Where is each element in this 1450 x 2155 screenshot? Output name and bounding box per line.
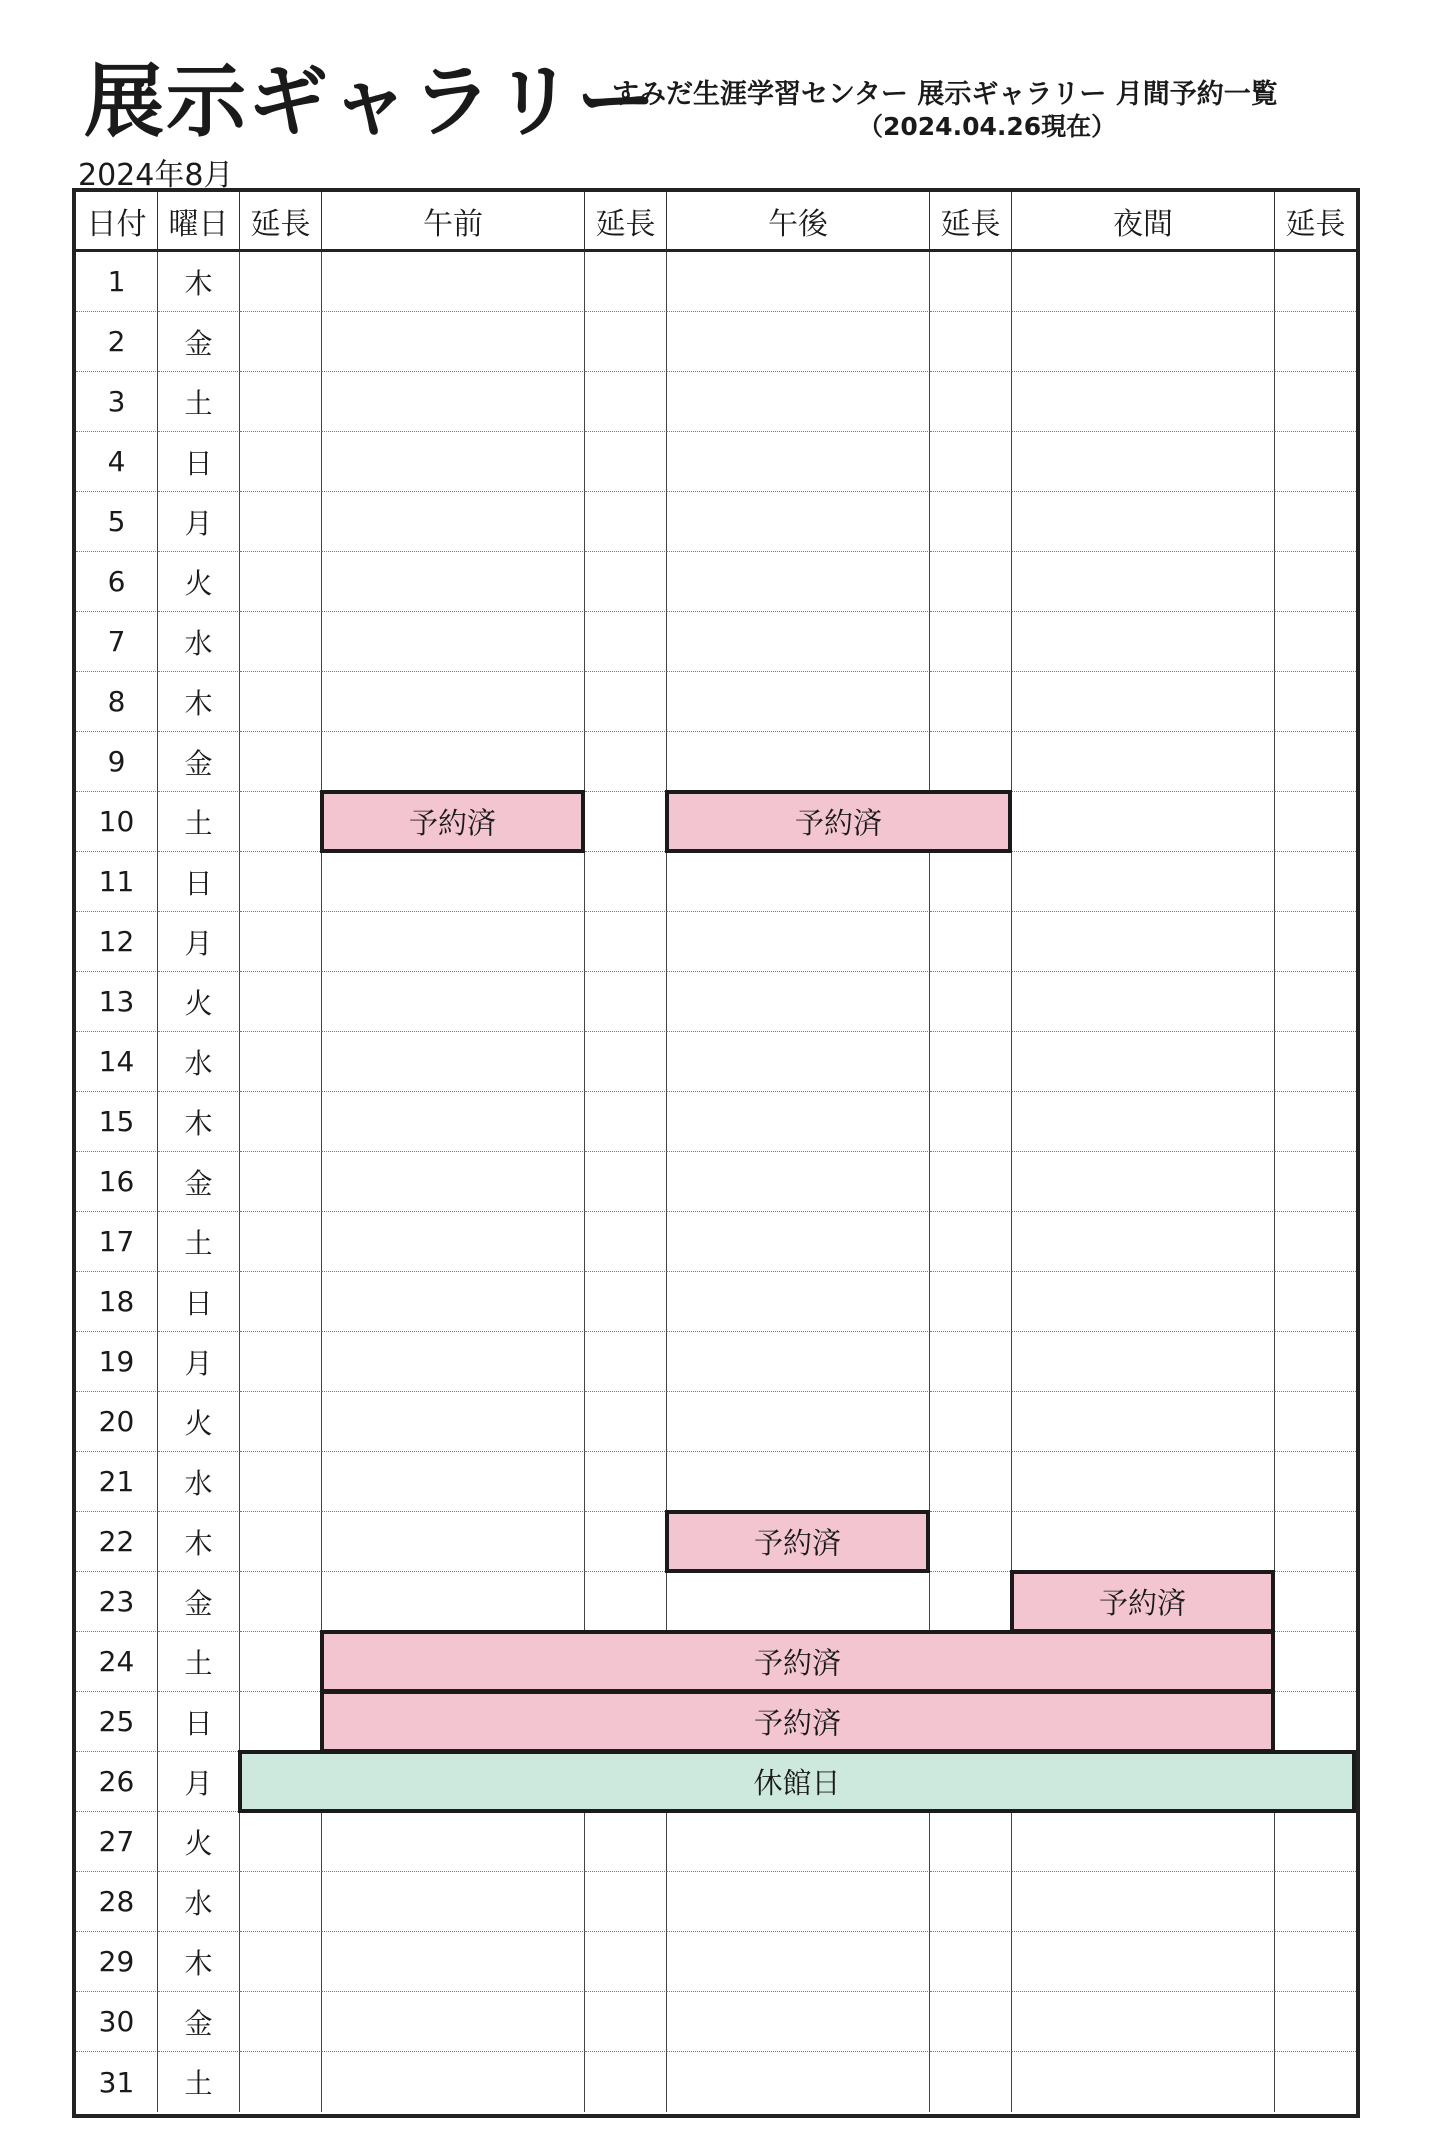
slot-cell-morning: [322, 1452, 585, 1512]
slot-cell-ext2: [930, 252, 1012, 312]
day-date-cell: 14: [76, 1032, 158, 1092]
slot-cell-ext2: [930, 2052, 1012, 2112]
slot-cell-ext3: [1275, 1632, 1356, 1692]
slot-cell-afternoon: [667, 732, 930, 792]
slot-cell-ext2: [930, 1452, 1012, 1512]
slot-cell-ext0: [240, 1032, 322, 1092]
day-date-cell: 9: [76, 732, 158, 792]
slot-cell-ext0: [240, 1512, 322, 1572]
slot-cell-ext3: [1275, 1332, 1356, 1392]
slot-cell-ext3: [1275, 1812, 1356, 1872]
day-date-cell: 20: [76, 1392, 158, 1452]
day-weekday-cell: 日: [158, 432, 240, 492]
slot-cell-evening: [1012, 372, 1275, 432]
slot-cell-ext0: [240, 792, 322, 852]
day-weekday-cell: 水: [158, 612, 240, 672]
day-weekday-cell: 火: [158, 972, 240, 1032]
slot-cell-ext1: [585, 672, 667, 732]
slot-cell-ext0: [240, 312, 322, 372]
slot-cell-morning: [322, 372, 585, 432]
slot-cell-afternoon: [667, 1992, 930, 2052]
slot-cell-afternoon: [667, 552, 930, 612]
day-weekday-cell: 土: [158, 1632, 240, 1692]
slot-cell-ext3: [1275, 1452, 1356, 1512]
slot-cell-ext1: [585, 972, 667, 1032]
slot-cell-ext1: [585, 252, 667, 312]
day-date-cell: 24: [76, 1632, 158, 1692]
slot-cell-afternoon: [667, 1272, 930, 1332]
slot-cell-ext0: [240, 612, 322, 672]
day-date-cell: 6: [76, 552, 158, 612]
slot-cell-morning: [322, 732, 585, 792]
schedule-table: [72, 188, 1360, 2118]
slot-cell-ext3: [1275, 492, 1356, 552]
slot-cell-ext0: [240, 1272, 322, 1332]
booking-bar: 予約済: [665, 790, 1012, 853]
slot-cell-ext1: [585, 852, 667, 912]
day-date-cell: 13: [76, 972, 158, 1032]
day-date-cell: 12: [76, 912, 158, 972]
column-header-ext1: 延長: [585, 192, 667, 252]
column-header-weekday: 曜日: [158, 192, 240, 252]
column-header-evening: 夜間: [1012, 192, 1275, 252]
slot-cell-morning: [322, 1212, 585, 1272]
day-weekday-cell: 金: [158, 1572, 240, 1632]
day-date-cell: 17: [76, 1212, 158, 1272]
day-weekday-cell: 金: [158, 732, 240, 792]
day-weekday-cell: 金: [158, 1992, 240, 2052]
slot-cell-evening: [1012, 1512, 1275, 1572]
slot-cell-morning: [322, 552, 585, 612]
slot-cell-ext2: [930, 1572, 1012, 1632]
day-weekday-cell: 火: [158, 1812, 240, 1872]
slot-cell-ext2: [930, 312, 1012, 372]
day-weekday-cell: 土: [158, 372, 240, 432]
slot-cell-morning: [322, 1152, 585, 1212]
column-header-afternoon: 午後: [667, 192, 930, 252]
slot-cell-ext2: [930, 1512, 1012, 1572]
slot-cell-evening: [1012, 792, 1275, 852]
slot-cell-evening: [1012, 312, 1275, 372]
slot-cell-afternoon: [667, 912, 930, 972]
slot-cell-ext1: [585, 1812, 667, 1872]
page-subtitle: すみだ生涯学習センター 展示ギャラリー 月間予約一覧: [612, 79, 1278, 110]
slot-cell-ext3: [1275, 552, 1356, 612]
day-weekday-cell: 日: [158, 1272, 240, 1332]
slot-cell-ext3: [1275, 312, 1356, 372]
slot-cell-ext1: [585, 1932, 667, 1992]
slot-cell-evening: [1012, 732, 1275, 792]
day-date-cell: 19: [76, 1332, 158, 1392]
slot-cell-morning: [322, 1872, 585, 1932]
slot-cell-morning: [322, 1092, 585, 1152]
slot-cell-evening: [1012, 672, 1275, 732]
slot-cell-ext1: [585, 612, 667, 672]
slot-cell-ext3: [1275, 792, 1356, 852]
booking-bar: 予約済: [320, 1630, 1275, 1693]
slot-cell-ext1: [585, 1512, 667, 1572]
slot-cell-ext0: [240, 1812, 322, 1872]
slot-cell-ext2: [930, 372, 1012, 432]
slot-cell-ext0: [240, 432, 322, 492]
slot-cell-ext0: [240, 1572, 322, 1632]
slot-cell-ext2: [930, 612, 1012, 672]
slot-cell-ext3: [1275, 1932, 1356, 1992]
slot-cell-morning: [322, 1332, 585, 1392]
booking-bar: 予約済: [320, 1690, 1275, 1753]
slot-cell-morning: [322, 1272, 585, 1332]
slot-cell-ext0: [240, 552, 322, 612]
day-weekday-cell: 火: [158, 552, 240, 612]
slot-cell-ext1: [585, 1152, 667, 1212]
slot-cell-ext3: [1275, 1032, 1356, 1092]
slot-cell-afternoon: [667, 1392, 930, 1452]
booking-bar: 予約済: [1010, 1570, 1275, 1633]
slot-cell-evening: [1012, 1872, 1275, 1932]
slot-cell-afternoon: [667, 852, 930, 912]
slot-cell-afternoon: [667, 1032, 930, 1092]
day-date-cell: 25: [76, 1692, 158, 1752]
slot-cell-ext0: [240, 1332, 322, 1392]
slot-cell-ext1: [585, 1212, 667, 1272]
day-weekday-cell: 木: [158, 1092, 240, 1152]
slot-cell-afternoon: [667, 1812, 930, 1872]
slot-cell-evening: [1012, 972, 1275, 1032]
slot-cell-afternoon: [667, 1572, 930, 1632]
day-weekday-cell: 木: [158, 1512, 240, 1572]
slot-cell-ext2: [930, 912, 1012, 972]
slot-cell-afternoon: [667, 612, 930, 672]
slot-cell-ext3: [1275, 1512, 1356, 1572]
slot-cell-ext2: [930, 972, 1012, 1032]
slot-cell-ext3: [1275, 372, 1356, 432]
slot-cell-morning: [322, 312, 585, 372]
slot-cell-evening: [1012, 1332, 1275, 1392]
day-date-cell: 11: [76, 852, 158, 912]
slot-cell-ext0: [240, 672, 322, 732]
slot-cell-evening: [1012, 1032, 1275, 1092]
slot-cell-morning: [322, 1812, 585, 1872]
day-weekday-cell: 日: [158, 1692, 240, 1752]
day-date-cell: 29: [76, 1932, 158, 1992]
slot-cell-ext3: [1275, 972, 1356, 1032]
slot-cell-evening: [1012, 432, 1275, 492]
booking-bar: 予約済: [320, 790, 585, 853]
slot-cell-evening: [1012, 1932, 1275, 1992]
day-weekday-cell: 火: [158, 1392, 240, 1452]
slot-cell-evening: [1012, 1392, 1275, 1452]
day-date-cell: 26: [76, 1752, 158, 1812]
slot-cell-ext0: [240, 1932, 322, 1992]
slot-cell-ext2: [930, 552, 1012, 612]
slot-cell-afternoon: [667, 672, 930, 732]
page-title: 展示ギャラリー: [84, 55, 658, 148]
day-date-cell: 23: [76, 1572, 158, 1632]
slot-cell-ext1: [585, 2052, 667, 2112]
day-date-cell: 4: [76, 432, 158, 492]
slot-cell-ext0: [240, 1992, 322, 2052]
slot-cell-ext3: [1275, 852, 1356, 912]
slot-cell-ext2: [930, 1392, 1012, 1452]
slot-cell-ext2: [930, 672, 1012, 732]
slot-cell-ext3: [1275, 1212, 1356, 1272]
slot-cell-ext1: [585, 732, 667, 792]
slot-cell-evening: [1012, 912, 1275, 972]
slot-cell-ext2: [930, 1092, 1012, 1152]
day-date-cell: 7: [76, 612, 158, 672]
slot-cell-ext0: [240, 1212, 322, 1272]
day-weekday-cell: 土: [158, 792, 240, 852]
slot-cell-ext1: [585, 1032, 667, 1092]
day-weekday-cell: 木: [158, 252, 240, 312]
slot-cell-morning: [322, 1512, 585, 1572]
slot-cell-morning: [322, 972, 585, 1032]
slot-cell-evening: [1012, 1272, 1275, 1332]
slot-cell-ext1: [585, 1092, 667, 1152]
day-weekday-cell: 木: [158, 1932, 240, 1992]
slot-cell-ext1: [585, 492, 667, 552]
slot-cell-evening: [1012, 252, 1275, 312]
slot-cell-ext1: [585, 912, 667, 972]
slot-cell-evening: [1012, 552, 1275, 612]
slot-cell-afternoon: [667, 2052, 930, 2112]
slot-cell-ext2: [930, 732, 1012, 792]
slot-cell-ext2: [930, 1332, 1012, 1392]
slot-cell-ext3: [1275, 252, 1356, 312]
slot-cell-morning: [322, 672, 585, 732]
slot-cell-evening: [1012, 492, 1275, 552]
slot-cell-ext1: [585, 1992, 667, 2052]
day-date-cell: 2: [76, 312, 158, 372]
slot-cell-evening: [1012, 612, 1275, 672]
column-header-ext2: 延長: [930, 192, 1012, 252]
slot-cell-ext0: [240, 1152, 322, 1212]
booking-bar: 予約済: [665, 1510, 930, 1573]
slot-cell-ext1: [585, 1572, 667, 1632]
slot-cell-ext1: [585, 1272, 667, 1332]
slot-cell-morning: [322, 852, 585, 912]
slot-cell-ext1: [585, 1452, 667, 1512]
day-date-cell: 31: [76, 2052, 158, 2112]
day-weekday-cell: 日: [158, 852, 240, 912]
slot-cell-ext2: [930, 1812, 1012, 1872]
slot-cell-ext0: [240, 492, 322, 552]
slot-cell-morning: [322, 1032, 585, 1092]
slot-cell-ext1: [585, 792, 667, 852]
slot-cell-afternoon: [667, 492, 930, 552]
slot-cell-morning: [322, 912, 585, 972]
slot-cell-morning: [322, 1392, 585, 1452]
slot-cell-ext3: [1275, 1392, 1356, 1452]
slot-cell-afternoon: [667, 1872, 930, 1932]
slot-cell-ext1: [585, 1872, 667, 1932]
slot-cell-ext3: [1275, 1152, 1356, 1212]
slot-cell-ext1: [585, 1392, 667, 1452]
day-date-cell: 15: [76, 1092, 158, 1152]
slot-cell-afternoon: [667, 972, 930, 1032]
day-date-cell: 30: [76, 1992, 158, 2052]
column-header-date: 日付: [76, 192, 158, 252]
slot-cell-ext0: [240, 1092, 322, 1152]
column-header-morning: 午前: [322, 192, 585, 252]
slot-cell-morning: [322, 1992, 585, 2052]
slot-cell-ext3: [1275, 612, 1356, 672]
day-date-cell: 22: [76, 1512, 158, 1572]
slot-cell-ext3: [1275, 1092, 1356, 1152]
slot-cell-evening: [1012, 1812, 1275, 1872]
day-date-cell: 10: [76, 792, 158, 852]
day-weekday-cell: 水: [158, 1452, 240, 1512]
day-weekday-cell: 月: [158, 492, 240, 552]
slot-cell-ext1: [585, 432, 667, 492]
day-weekday-cell: 土: [158, 2052, 240, 2112]
slot-cell-ext3: [1275, 2052, 1356, 2112]
day-weekday-cell: 月: [158, 1752, 240, 1812]
slot-cell-afternoon: [667, 1212, 930, 1272]
slot-cell-morning: [322, 492, 585, 552]
slot-cell-evening: [1012, 1992, 1275, 2052]
slot-cell-ext0: [240, 912, 322, 972]
slot-cell-ext0: [240, 972, 322, 1032]
slot-cell-afternoon: [667, 252, 930, 312]
day-date-cell: 16: [76, 1152, 158, 1212]
day-weekday-cell: 土: [158, 1212, 240, 1272]
slot-cell-ext0: [240, 852, 322, 912]
slot-cell-evening: [1012, 1212, 1275, 1272]
slot-cell-ext2: [930, 1032, 1012, 1092]
slot-cell-morning: [322, 2052, 585, 2112]
column-header-ext0: 延長: [240, 192, 322, 252]
slot-cell-morning: [322, 1932, 585, 1992]
day-date-cell: 8: [76, 672, 158, 732]
slot-cell-ext0: [240, 252, 322, 312]
day-date-cell: 28: [76, 1872, 158, 1932]
day-weekday-cell: 金: [158, 312, 240, 372]
day-weekday-cell: 月: [158, 912, 240, 972]
slot-cell-ext2: [930, 1212, 1012, 1272]
slot-cell-ext3: [1275, 912, 1356, 972]
column-header-ext3: 延長: [1275, 192, 1356, 252]
slot-cell-ext0: [240, 1692, 322, 1752]
day-date-cell: 5: [76, 492, 158, 552]
slot-cell-ext2: [930, 432, 1012, 492]
slot-cell-ext1: [585, 372, 667, 432]
slot-cell-ext0: [240, 1632, 322, 1692]
slot-cell-ext3: [1275, 732, 1356, 792]
day-weekday-cell: 月: [158, 1332, 240, 1392]
slot-cell-ext0: [240, 1392, 322, 1452]
slot-cell-evening: [1012, 852, 1275, 912]
slot-cell-afternoon: [667, 312, 930, 372]
day-date-cell: 18: [76, 1272, 158, 1332]
slot-cell-afternoon: [667, 1332, 930, 1392]
slot-cell-ext2: [930, 1932, 1012, 1992]
slot-cell-afternoon: [667, 432, 930, 492]
closed-day-bar: 休館日: [238, 1750, 1356, 1813]
slot-cell-ext3: [1275, 1692, 1356, 1752]
slot-cell-evening: [1012, 1092, 1275, 1152]
slot-cell-evening: [1012, 1152, 1275, 1212]
slot-cell-ext2: [930, 1152, 1012, 1212]
day-weekday-cell: 水: [158, 1032, 240, 1092]
slot-cell-ext2: [930, 852, 1012, 912]
as-of-date: （2024.04.26現在）: [858, 112, 1117, 141]
slot-cell-ext3: [1275, 1572, 1356, 1632]
slot-cell-ext1: [585, 1332, 667, 1392]
slot-cell-ext0: [240, 1452, 322, 1512]
slot-cell-afternoon: [667, 372, 930, 432]
day-date-cell: 3: [76, 372, 158, 432]
slot-cell-ext0: [240, 1872, 322, 1932]
slot-cell-afternoon: [667, 1152, 930, 1212]
day-weekday-cell: 木: [158, 672, 240, 732]
slot-cell-morning: [322, 432, 585, 492]
slot-cell-ext0: [240, 732, 322, 792]
slot-cell-morning: [322, 612, 585, 672]
slot-cell-morning: [322, 252, 585, 312]
month-label: 2024年8月: [78, 158, 234, 193]
slot-cell-ext2: [930, 1992, 1012, 2052]
slot-cell-afternoon: [667, 1932, 930, 1992]
day-date-cell: 21: [76, 1452, 158, 1512]
slot-cell-ext3: [1275, 432, 1356, 492]
slot-cell-ext2: [930, 1272, 1012, 1332]
slot-cell-ext0: [240, 372, 322, 432]
slot-cell-evening: [1012, 1452, 1275, 1512]
slot-cell-ext1: [585, 552, 667, 612]
slot-cell-ext2: [930, 492, 1012, 552]
slot-cell-ext0: [240, 2052, 322, 2112]
slot-cell-ext3: [1275, 672, 1356, 732]
slot-cell-ext1: [585, 312, 667, 372]
slot-cell-ext3: [1275, 1992, 1356, 2052]
slot-cell-morning: [322, 1572, 585, 1632]
slot-cell-ext3: [1275, 1872, 1356, 1932]
day-weekday-cell: 水: [158, 1872, 240, 1932]
day-weekday-cell: 金: [158, 1152, 240, 1212]
slot-cell-afternoon: [667, 1452, 930, 1512]
day-date-cell: 27: [76, 1812, 158, 1872]
slot-cell-evening: [1012, 2052, 1275, 2112]
slot-cell-afternoon: [667, 1092, 930, 1152]
slot-cell-ext2: [930, 1872, 1012, 1932]
slot-cell-ext3: [1275, 1272, 1356, 1332]
day-date-cell: 1: [76, 252, 158, 312]
